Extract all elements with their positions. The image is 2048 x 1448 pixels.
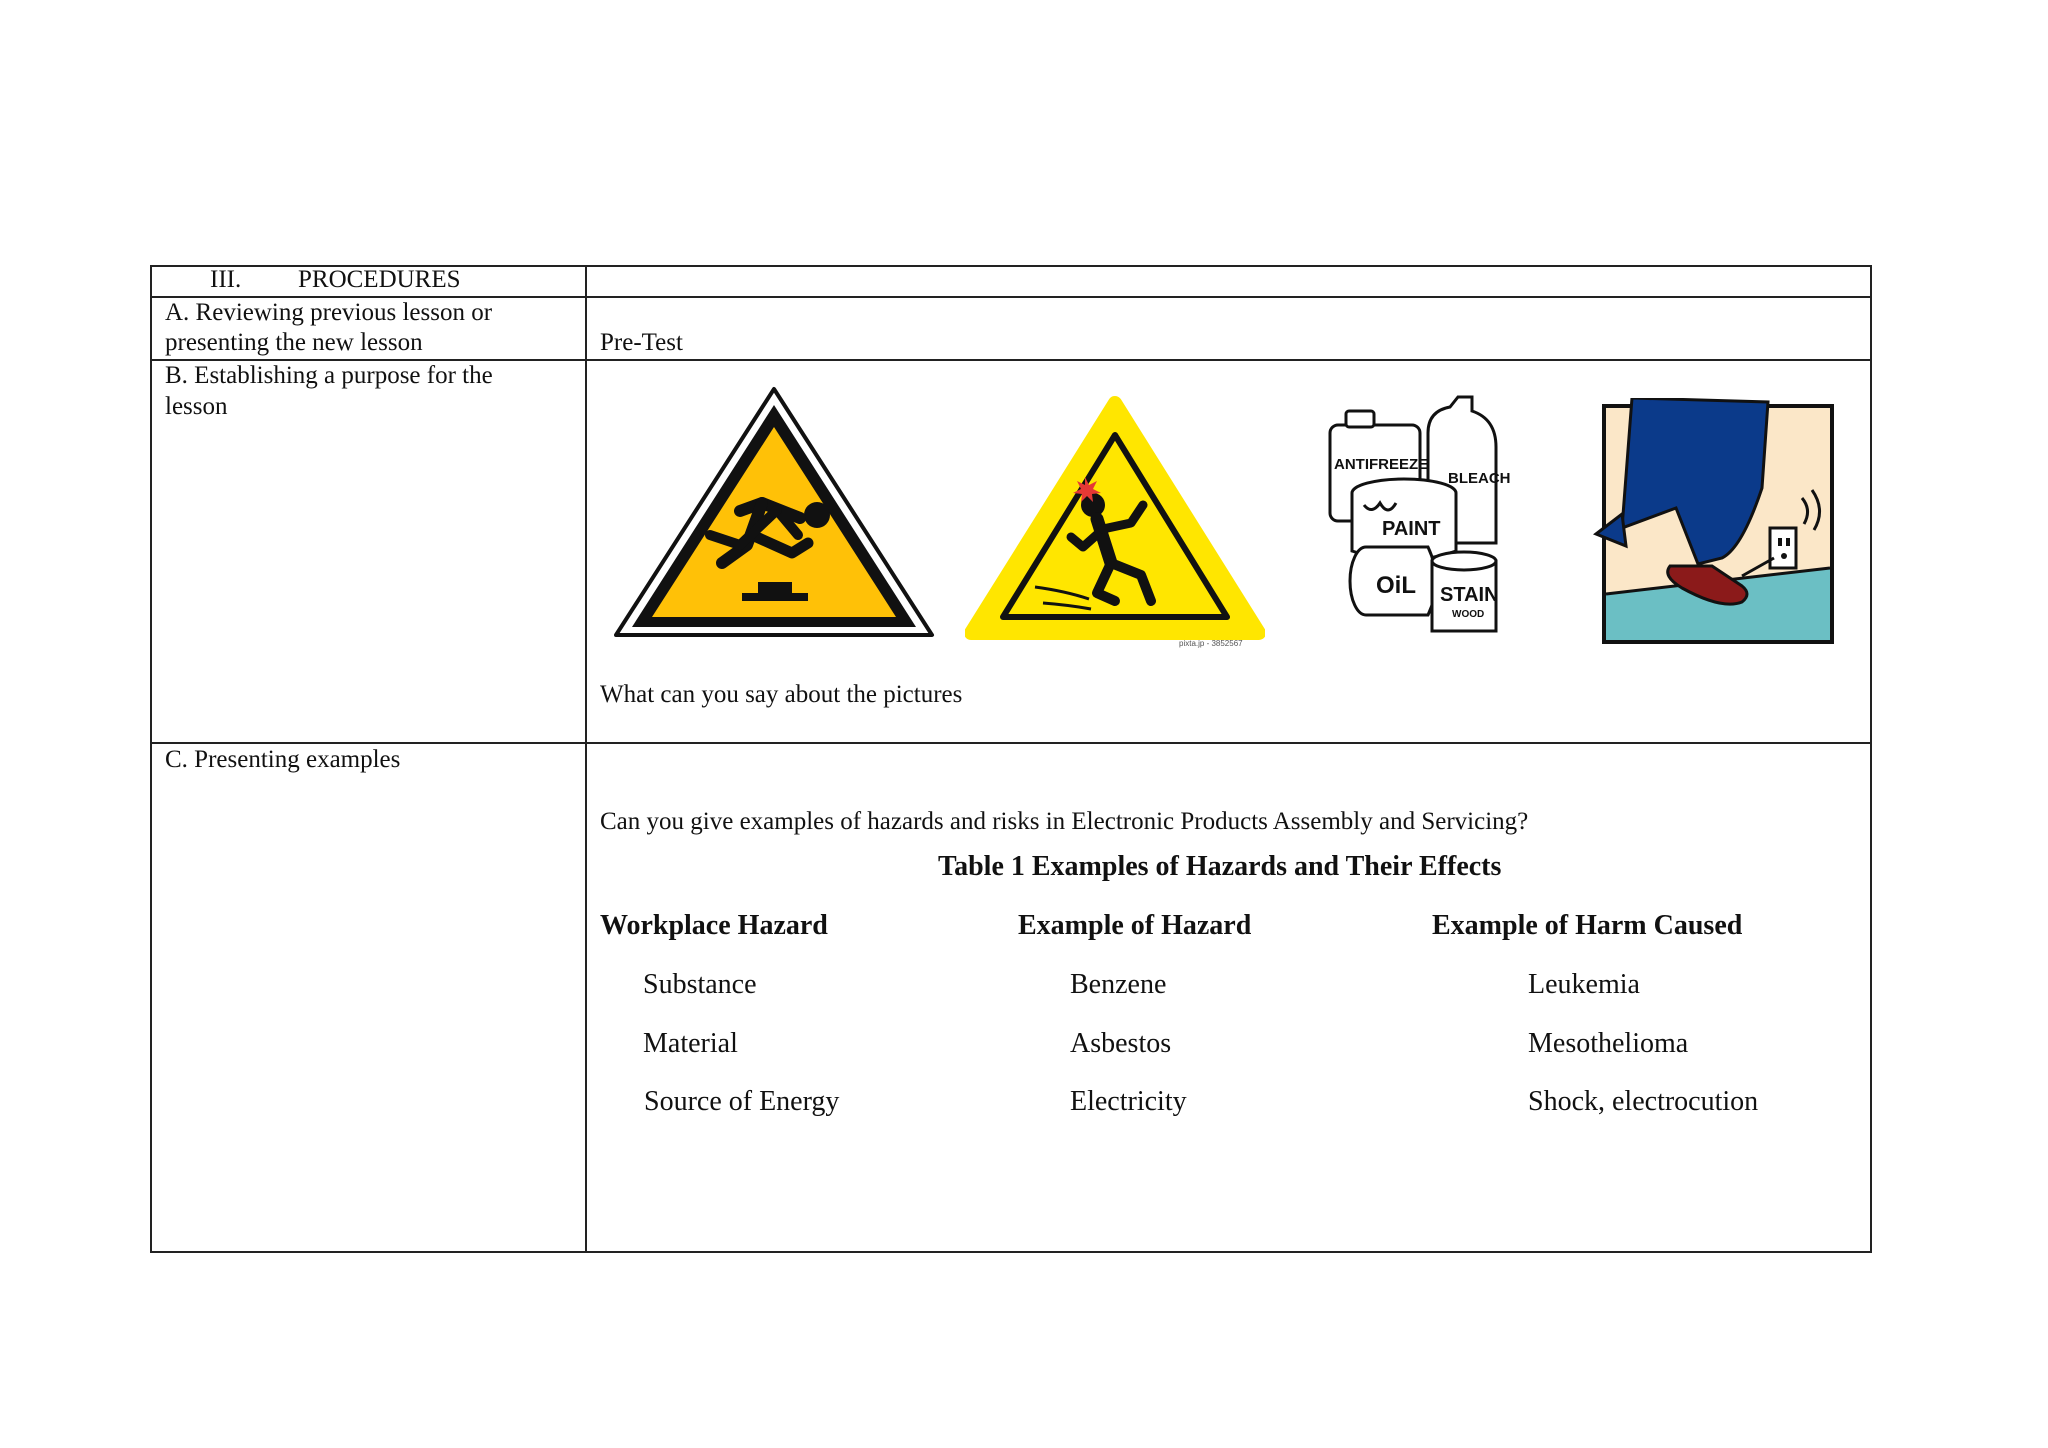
column-header-example-of-hazard: Example of Hazard xyxy=(1018,910,1252,941)
table-border-left xyxy=(150,265,152,1253)
label-antifreeze: ANTIFREEZE xyxy=(1334,456,1429,473)
table-row-1-harm: Leukemia xyxy=(1528,969,1640,1000)
label-paint: PAINT xyxy=(1382,518,1441,540)
electrical-outlet-drawing xyxy=(1592,398,1842,648)
table-row-2-example: Asbestos xyxy=(1070,1028,1172,1059)
pre-test-text: Pre-Test xyxy=(600,329,683,356)
row-a-label-line2: presenting the new lesson xyxy=(165,329,423,356)
row-b-label-line1: B. Establishing a purpose for the xyxy=(165,362,493,389)
table-row-3-example: Electricity xyxy=(1070,1086,1187,1117)
slip-hazard-sign xyxy=(965,395,1265,650)
trip-hazard-sign xyxy=(612,385,936,640)
row-c-question: Can you give examples of hazards and risks in Electronic Products Assembly and Servicing? xyxy=(600,808,1529,835)
table-border-right xyxy=(1870,265,1872,1253)
procedures-heading: PROCEDURES xyxy=(298,266,461,293)
column-header-workplace-hazard: Workplace Hazard xyxy=(600,910,828,941)
label-wood: WOOD xyxy=(1452,609,1485,620)
table-title: Table 1 Examples of Hazards and Their Effects xyxy=(938,851,1502,882)
row-b-label-line2: lesson xyxy=(165,393,228,420)
label-stain: STAIN xyxy=(1440,584,1499,606)
table-border-bottom xyxy=(150,1251,1872,1253)
column-divider xyxy=(585,265,587,1253)
procedures-roman-numeral: III. xyxy=(210,266,242,293)
slip-hazard-sign-icon xyxy=(965,395,1265,650)
label-oil: OiL xyxy=(1376,572,1416,599)
electrical-outlet-kick-icon xyxy=(1592,398,1842,648)
table-row-1-hazard: Substance xyxy=(643,969,757,1000)
column-header-example-of-harm: Example of Harm Caused xyxy=(1432,910,1743,941)
table-row-2-harm: Mesothelioma xyxy=(1528,1028,1689,1059)
chemical-containers-icon xyxy=(1312,393,1548,643)
row-c-label: C. Presenting examples xyxy=(165,746,401,773)
table-row-2-hazard: Material xyxy=(643,1028,738,1059)
table-row-1-example: Benzene xyxy=(1070,969,1167,1000)
row-b-question: What can you say about the pictures xyxy=(600,681,963,708)
slip-sign-caption: pixta.jp - 3852567 xyxy=(1179,639,1243,648)
table-row-3-hazard: Source of Energy xyxy=(644,1086,840,1117)
chemical-containers-drawing xyxy=(1312,393,1548,643)
row-a-label-line1: A. Reviewing previous lesson or xyxy=(165,299,493,326)
row-divider-3 xyxy=(150,742,1872,744)
table-row-3-harm: Shock, electrocution xyxy=(1528,1086,1759,1117)
trip-hazard-sign-icon xyxy=(612,385,936,640)
label-bleach: BLEACH xyxy=(1448,470,1511,487)
